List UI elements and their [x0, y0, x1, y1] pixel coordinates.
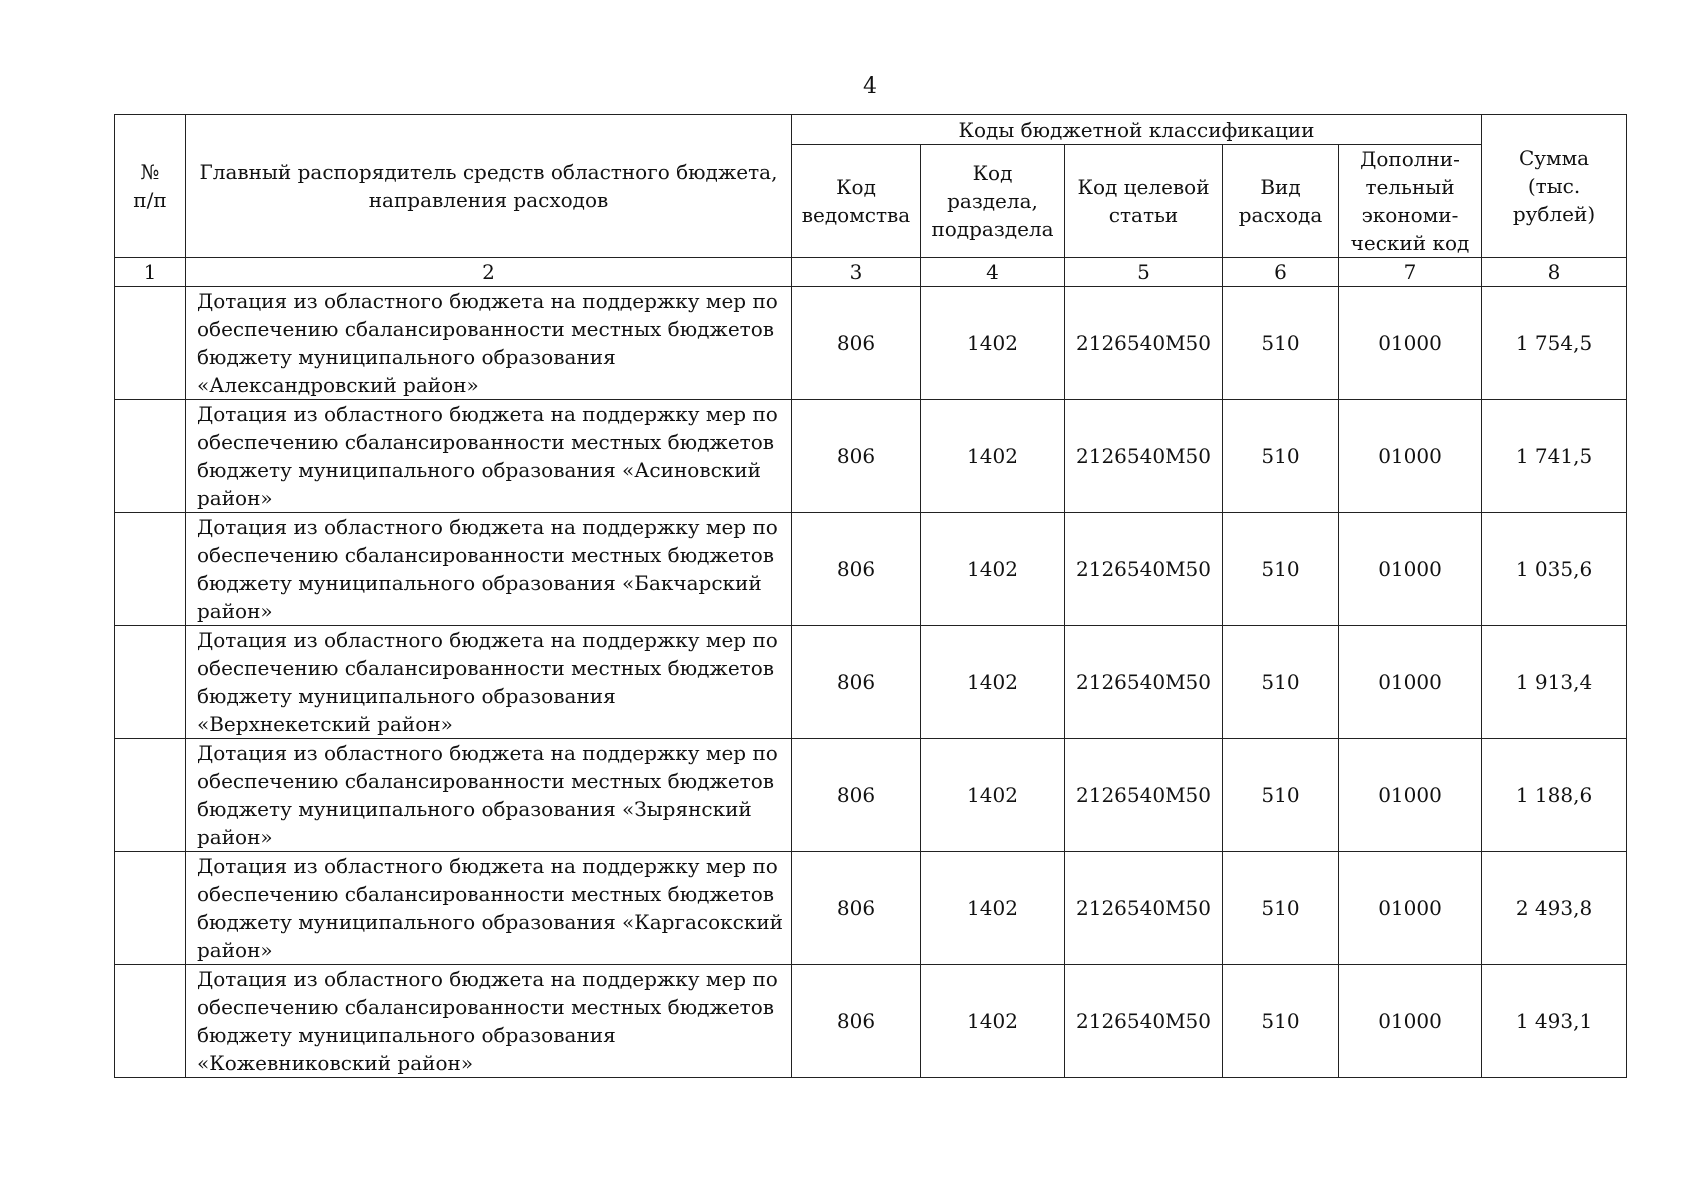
row-sum: 1 741,5 — [1482, 400, 1627, 513]
table-row — [115, 739, 1627, 852]
row-number — [115, 739, 186, 852]
header-description: Главный распорядитель средств областного бюджета, направления расходов — [186, 115, 792, 258]
row-sum: 1 754,5 — [1482, 287, 1627, 400]
header-classification-group: Коды бюджетной классификации — [792, 115, 1482, 145]
row-number — [115, 400, 186, 513]
row-extra-code: 01000 — [1339, 739, 1482, 852]
row-section-code: 1402 — [921, 287, 1065, 400]
row-number — [115, 852, 186, 965]
row-extra-code: 01000 — [1339, 287, 1482, 400]
row-description: Дотация из областного бюджета на поддержку мер по обеспечению сбалансированности местных бюджетов бюджету муниципального образования «Зырянский район» — [186, 739, 792, 852]
row-section-code: 1402 — [921, 513, 1065, 626]
row-sum: 1 035,6 — [1482, 513, 1627, 626]
row-sum: 1 493,1 — [1482, 965, 1627, 1078]
row-target-code: 2126540M50 — [1065, 852, 1223, 965]
row-description: Дотация из областного бюджета на поддержку мер по обеспечению сбалансированности местных бюджетов бюджету муниципального образования «Верхнекетский район» — [186, 626, 792, 739]
row-section-code: 1402 — [921, 852, 1065, 965]
header-expense-type: Вид расхода — [1223, 145, 1339, 258]
row-expense-type: 510 — [1223, 400, 1339, 513]
row-extra-code: 01000 — [1339, 400, 1482, 513]
row-extra-code: 01000 — [1339, 626, 1482, 739]
row-dept-code: 806 — [792, 626, 921, 739]
header-dept-code: Код ведомства — [792, 145, 921, 258]
row-target-code: 2126540M50 — [1065, 513, 1223, 626]
row-description: Дотация из областного бюджета на поддержку мер по обеспечению сбалансированности местных бюджетов бюджету муниципального образования «Асиновский район» — [186, 400, 792, 513]
row-expense-type: 510 — [1223, 626, 1339, 739]
row-dept-code: 806 — [792, 513, 921, 626]
row-expense-type: 510 — [1223, 852, 1339, 965]
row-description: Дотация из областного бюджета на поддержку мер по обеспечению сбалансированности местных бюджетов бюджету муниципального образования «Каргасокский район» — [186, 852, 792, 965]
header-sum: Сумма (тыс. рублей) — [1482, 115, 1627, 258]
row-section-code: 1402 — [921, 400, 1065, 513]
row-extra-code: 01000 — [1339, 852, 1482, 965]
row-expense-type: 510 — [1223, 739, 1339, 852]
row-extra-code: 01000 — [1339, 965, 1482, 1078]
column-number: 3 — [792, 258, 921, 287]
column-number: 1 — [115, 258, 186, 287]
row-sum: 1 913,4 — [1482, 626, 1627, 739]
table-header — [115, 115, 1627, 287]
row-dept-code: 806 — [792, 400, 921, 513]
table-row — [115, 626, 1627, 739]
row-number — [115, 513, 186, 626]
column-number-row — [115, 258, 1627, 287]
header-number: № п/п — [115, 115, 186, 258]
table-row — [115, 287, 1627, 400]
row-target-code: 2126540M50 — [1065, 287, 1223, 400]
row-expense-type: 510 — [1223, 965, 1339, 1078]
row-target-code: 2126540M50 — [1065, 400, 1223, 513]
row-dept-code: 806 — [792, 852, 921, 965]
table-row — [115, 513, 1627, 626]
column-number: 5 — [1065, 258, 1223, 287]
row-expense-type: 510 — [1223, 287, 1339, 400]
table-row — [115, 965, 1627, 1078]
table-row — [115, 852, 1627, 965]
row-description: Дотация из областного бюджета на поддержку мер по обеспечению сбалансированности местных бюджетов бюджету муниципального образования «Бакчарский район» — [186, 513, 792, 626]
table-row — [115, 400, 1627, 513]
row-sum: 2 493,8 — [1482, 852, 1627, 965]
row-section-code: 1402 — [921, 965, 1065, 1078]
header-extra-code: Дополни- тельный экономи- ческий код — [1339, 145, 1482, 258]
header-target-code: Код целевой статьи — [1065, 145, 1223, 258]
row-dept-code: 806 — [792, 287, 921, 400]
budget-table — [114, 114, 1627, 1078]
row-section-code: 1402 — [921, 626, 1065, 739]
row-target-code: 2126540M50 — [1065, 739, 1223, 852]
row-expense-type: 510 — [1223, 513, 1339, 626]
column-number: 7 — [1339, 258, 1482, 287]
row-target-code: 2126540M50 — [1065, 626, 1223, 739]
row-number — [115, 626, 186, 739]
row-section-code: 1402 — [921, 739, 1065, 852]
page-number: 4 — [863, 74, 877, 99]
row-dept-code: 806 — [792, 739, 921, 852]
row-dept-code: 806 — [792, 965, 921, 1078]
row-sum: 1 188,6 — [1482, 739, 1627, 852]
row-description: Дотация из областного бюджета на поддержку мер по обеспечению сбалансированности местных бюджетов бюджету муниципального образования «Кожевниковский район» — [186, 965, 792, 1078]
table-body — [115, 287, 1627, 1078]
row-target-code: 2126540M50 — [1065, 965, 1223, 1078]
row-number — [115, 287, 186, 400]
row-number — [115, 965, 186, 1078]
column-number: 2 — [186, 258, 792, 287]
row-extra-code: 01000 — [1339, 513, 1482, 626]
column-number: 6 — [1223, 258, 1339, 287]
header-section-code: Код раздела, подраздела — [921, 145, 1065, 258]
column-number: 4 — [921, 258, 1065, 287]
column-number: 8 — [1482, 258, 1627, 287]
row-description: Дотация из областного бюджета на поддержку мер по обеспечению сбалансированности местных бюджетов бюджету муниципального образования «Александровский район» — [186, 287, 792, 400]
